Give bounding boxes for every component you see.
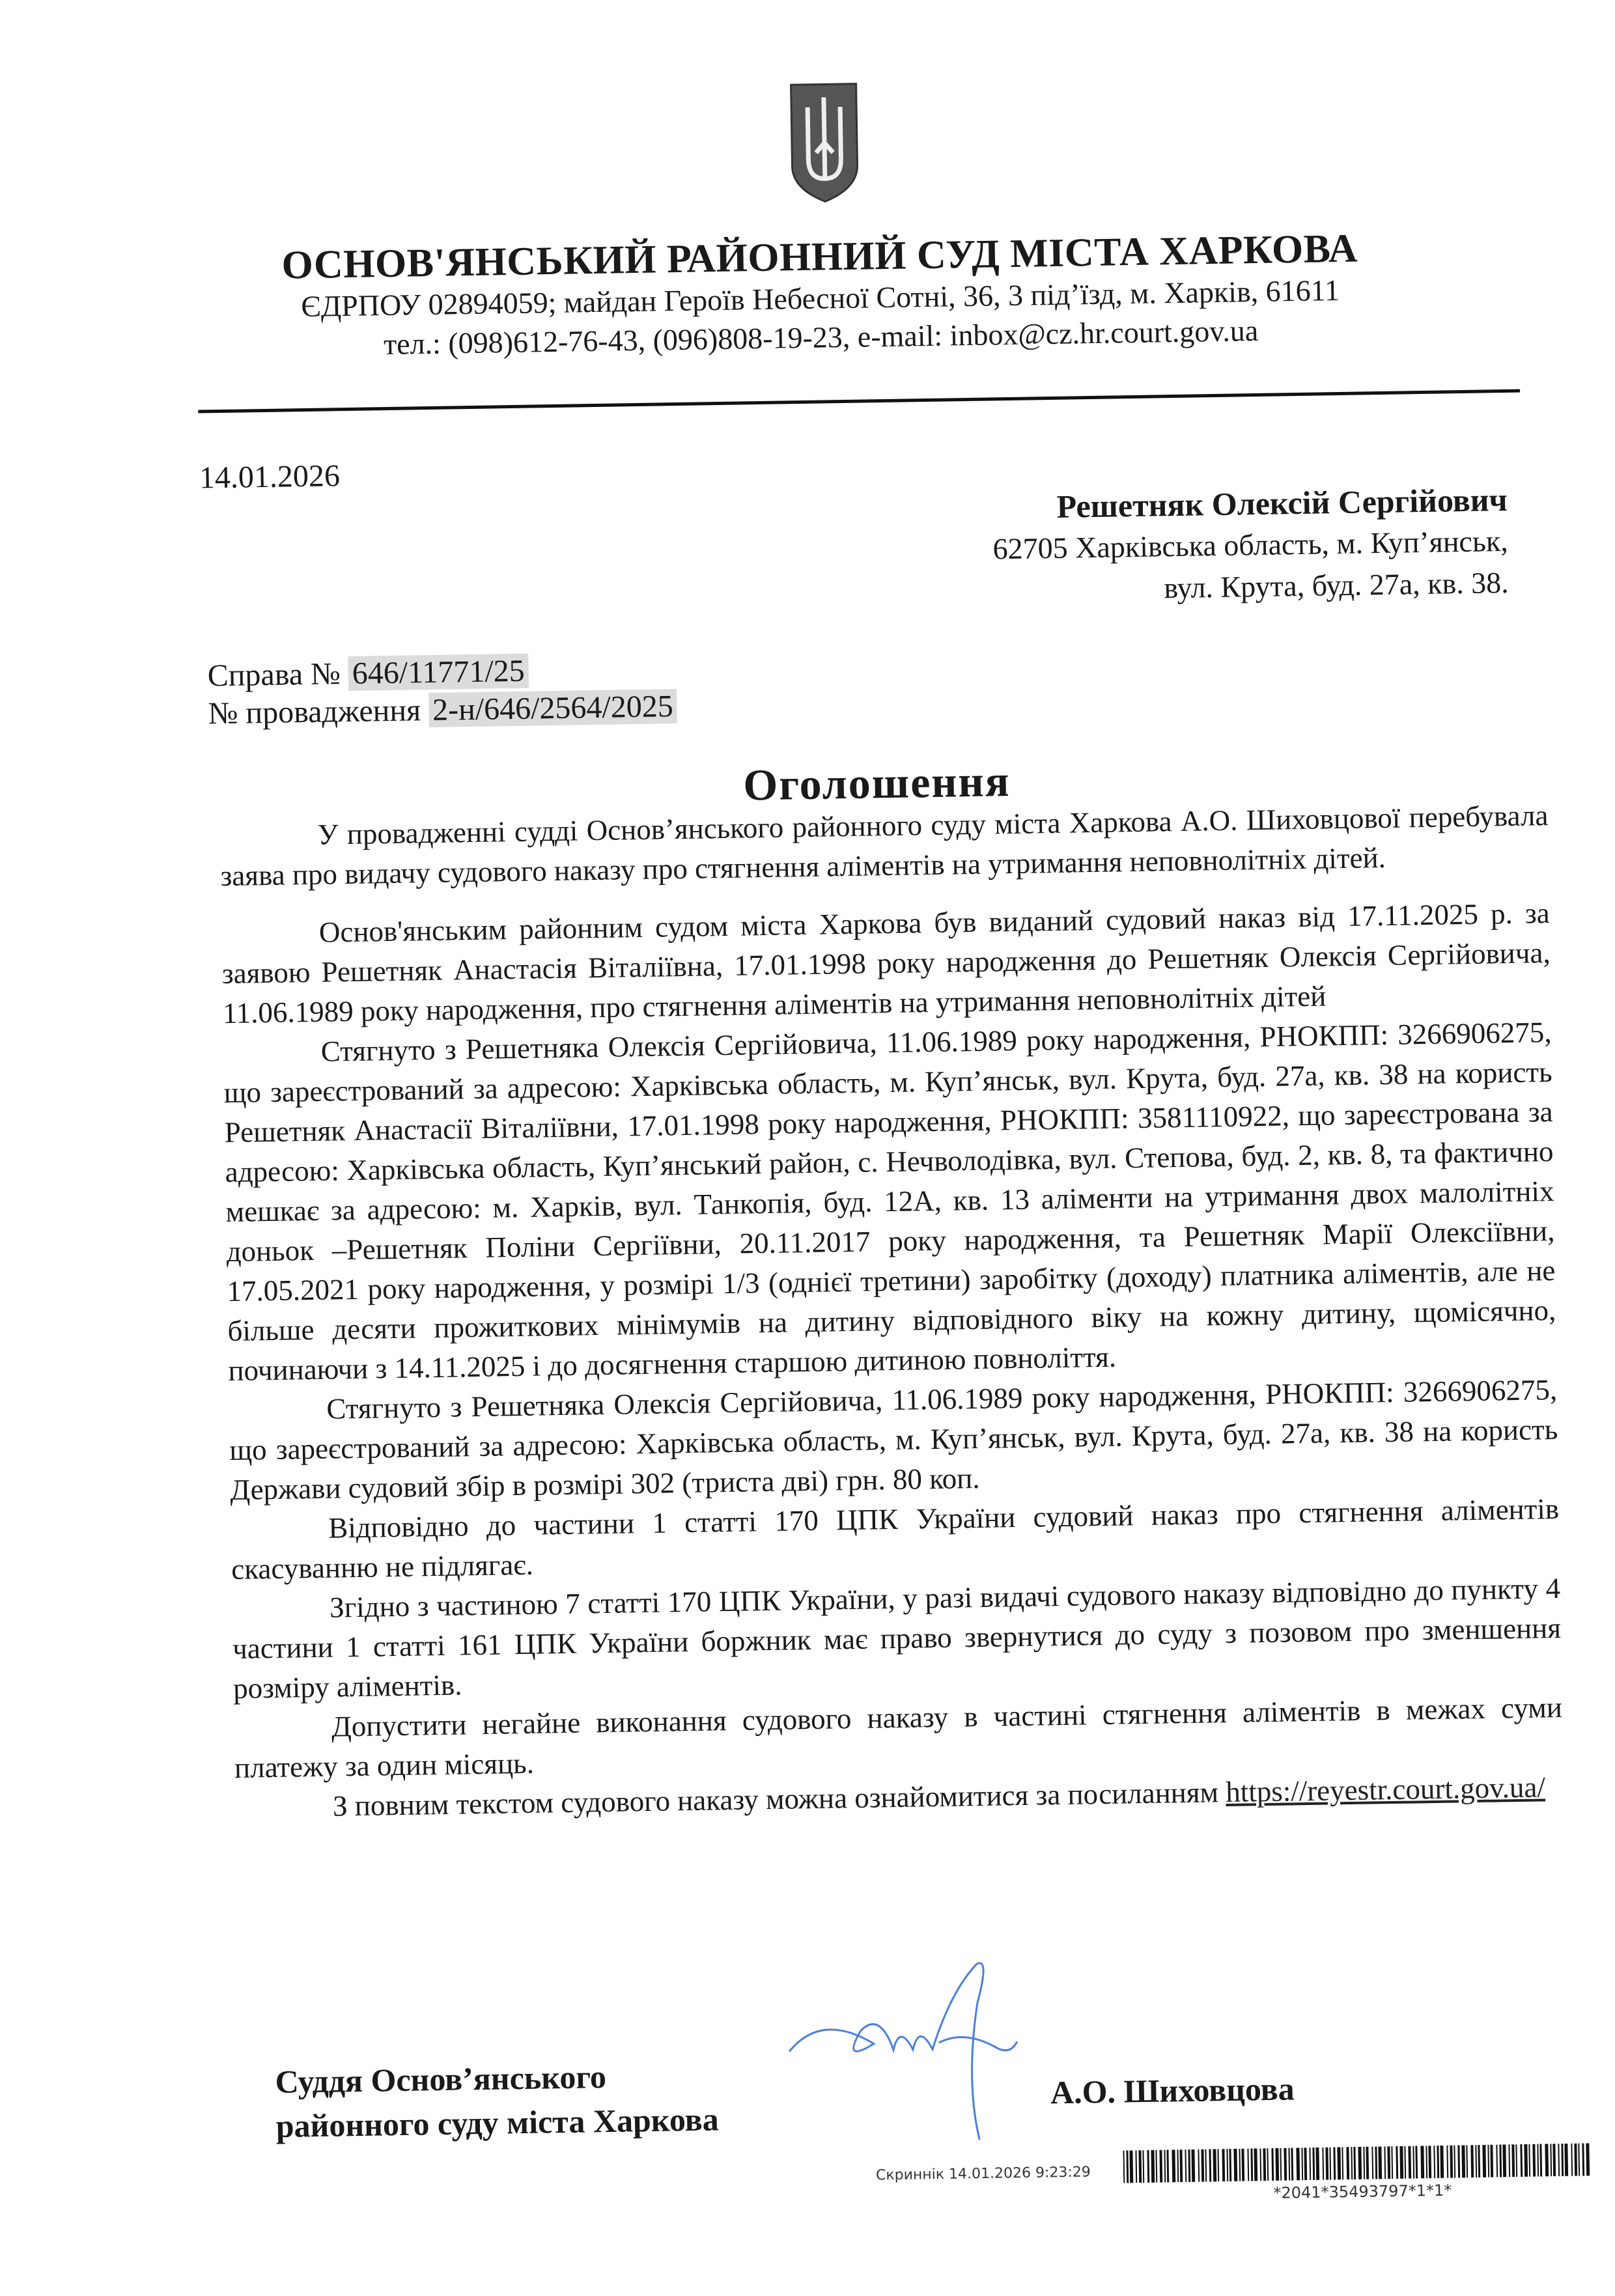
barcode-bar: [1301, 2148, 1303, 2180]
barcode-bar: [1351, 2147, 1353, 2179]
barcode-bar: [1487, 2145, 1489, 2177]
paragraph: Згідно з частиною 7 статті 170 ЦПК України, у разі видачі судового наказу відповідно до пункту 4 частини 1 статті 161 ЦПК України боржник має право звернутися до суду з позовом про зменшення розміру аліментів.: [232, 1571, 1562, 1705]
barcode-bar: [1545, 2144, 1549, 2176]
link-intro: З повним текстом судового наказу можна ознайомитися за посиланням: [332, 1776, 1219, 1823]
barcode-bar: [1552, 2144, 1556, 2176]
barcode-bar: [1329, 2148, 1331, 2180]
barcode-bar: [1172, 2149, 1175, 2182]
barcode-bar: [1502, 2144, 1506, 2177]
barcode-bar: [1177, 2149, 1179, 2182]
scanner-stamp: Скриннік 14.01.2026 9:23:29: [875, 2164, 1091, 2184]
barcode-bar: [1446, 2146, 1448, 2178]
barcode-bar: [1539, 2144, 1542, 2176]
barcode-bar: [1315, 2148, 1319, 2180]
barcode-bar: [1233, 2149, 1237, 2181]
barcode-bar: [1404, 2146, 1406, 2179]
barcode-bar: [1226, 2149, 1228, 2181]
barcode-bar: [1123, 2151, 1125, 2183]
barcode-bar: [1333, 2147, 1336, 2179]
barcode-bar: [1346, 2147, 1349, 2179]
paragraph: Основ'янським районним судом міста Харкова був виданий судовий наказ від 17.11.2025 р. за заявою Решетняк Анастасія Віталіївна, 17.01.1998 року народження до Решетняк Олексія Сергійовича, 11.06.1989 року народження, про стягнення аліментів на утримання неповнолітніх дітей: [221, 897, 1551, 1030]
barcode-bar: [1267, 2148, 1269, 2181]
handwritten-signature: [781, 1950, 1058, 2149]
barcode-bar: [1457, 2145, 1460, 2177]
barcode-bar: [1428, 2146, 1431, 2178]
barcode-bar: [1537, 2144, 1539, 2177]
barcode-bar: [1490, 2145, 1493, 2177]
barcode-bar: [1363, 2147, 1365, 2179]
barcode-bar: [1558, 2144, 1560, 2176]
barcode-bar: [1288, 2148, 1290, 2181]
barcode-bar: [1353, 2147, 1356, 2179]
barcode-bar: [1229, 2149, 1231, 2181]
proceeding-label: № провадження: [208, 693, 421, 731]
barcode-bar: [1391, 2146, 1393, 2179]
barcode-bar: [1209, 2149, 1211, 2181]
barcode-bar: [1524, 2144, 1528, 2177]
barcode-bar: [1129, 2150, 1133, 2183]
barcode-bar: [1437, 2146, 1439, 2178]
barcode-bar: [1280, 2148, 1282, 2181]
barcode-bar: [1366, 2147, 1369, 2179]
barcode-bar: [1263, 2148, 1266, 2181]
court-contacts: тел.: (098)612-76-43, (096)808-19-23, e-mail: inbox@cz.hr.court.gov.ua: [383, 313, 1259, 361]
barcode-bar: [1358, 2147, 1362, 2179]
proceeding-number: 2-н/646/2564/2025: [428, 689, 677, 727]
barcode-bar: [1396, 2146, 1398, 2179]
barcode-bar: [1371, 2147, 1373, 2179]
barcode-number: *2041*35493797*1*1*: [1273, 2181, 1452, 2202]
case-number: 646/11771/25: [348, 654, 529, 691]
announcement-body: [219, 796, 1564, 1828]
barcode-bar: [1564, 2144, 1568, 2176]
barcode-bar: [1511, 2144, 1515, 2177]
barcode-bar: [1415, 2146, 1418, 2178]
barcode-bar: [1217, 2149, 1219, 2181]
barcode-bar: [1241, 2149, 1244, 2181]
barcode-bar: [1508, 2144, 1510, 2177]
barcode-bar: [1138, 2150, 1142, 2183]
barcode-bar: [1532, 2144, 1536, 2177]
barcode-bar: [1325, 2148, 1328, 2180]
barcode-bar: [1250, 2148, 1253, 2181]
judge-title-line-1: Суддя Основ’янського: [275, 2058, 607, 2101]
barcode: [1123, 2143, 1592, 2183]
barcode-bar: [1571, 2144, 1573, 2176]
judge-name: А.О. Шиховцова: [1050, 2070, 1295, 2111]
recipient-address-1: 62705 Харківська область, м. Куп’янськ,: [992, 524, 1509, 566]
barcode-bar: [1159, 2150, 1162, 2183]
barcode-bar: [1478, 2145, 1480, 2177]
recipient-name: Решетняк Олексій Сергійович: [1056, 481, 1508, 525]
barcode-bar: [1271, 2148, 1274, 2181]
barcode-bar: [1461, 2145, 1465, 2177]
barcode-bar: [1470, 2145, 1474, 2177]
barcode-bar: [1450, 2146, 1453, 2178]
barcode-bar: [1322, 2148, 1324, 2180]
paragraph: Стягнуто з Решетняка Олексія Сергійовича, 11.06.1989 року народження, РНОКПП: 3266906275, що зареєстрований за адресою: Харківська область, м. Куп’янськ, вул. Крута, буд. 27а, кв. 38 на користь Держави судовий збір в розмірі 302 (триста дві) грн. 80 коп.: [229, 1373, 1558, 1506]
registry-link[interactable]: https://reyestr.court.gov.ua/: [1225, 1771, 1546, 1809]
barcode-bar: [1454, 2146, 1455, 2178]
barcode-bar: [1574, 2144, 1577, 2176]
barcode-bar: [1337, 2147, 1341, 2179]
barcode-bar: [1142, 2150, 1144, 2183]
barcode-bar: [1466, 2145, 1468, 2177]
barcode-bar: [1309, 2148, 1311, 2180]
barcode-bar: [1247, 2149, 1249, 2181]
recipient-address-2: вул. Крута, буд. 27а, кв. 38.: [1163, 565, 1510, 605]
trident-emblem-icon: [787, 81, 861, 206]
barcode-bar: [1155, 2150, 1157, 2183]
barcode-bar: [1520, 2144, 1523, 2177]
barcode-bar: [1420, 2146, 1424, 2178]
barcode-bar: [1528, 2144, 1530, 2177]
barcode-bar: [1259, 2148, 1261, 2181]
barcode-bar: [1304, 2148, 1307, 2180]
announcement-title: Оголошення: [742, 756, 1011, 810]
barcode-bar: [1387, 2146, 1390, 2179]
barcode-bar: [1412, 2146, 1414, 2179]
barcode-bar: [1166, 2149, 1169, 2182]
court-name: ОСНОВ'ЯНСЬКИЙ РАЙОННИЙ СУД МІСТА ХАРКОВА: [281, 226, 1358, 288]
barcode-bar: [1205, 2149, 1207, 2182]
barcode-bar: [1254, 2148, 1257, 2181]
barcode-bar: [1185, 2149, 1187, 2182]
barcode-bar: [1375, 2146, 1377, 2179]
barcode-bar: [1440, 2146, 1444, 2178]
recipient-block: [992, 479, 1509, 611]
paragraph: Допустити негайне виконання судового наказу в частині стягнення аліментів в межах суми платежу за один місяць.: [234, 1690, 1563, 1784]
barcode-bar: [1312, 2148, 1315, 2180]
judge-title-line-2: районного суду міста Харкова: [275, 2101, 720, 2145]
barcode-bar: [1408, 2146, 1411, 2179]
case-info: [207, 650, 677, 733]
barcode-bar: [1275, 2148, 1279, 2181]
barcode-bar: [1201, 2149, 1204, 2182]
barcode-bar: [1550, 2144, 1552, 2176]
barcode-bar: [1147, 2150, 1149, 2183]
barcode-bar: [1198, 2149, 1200, 2182]
barcode-bar: [1179, 2149, 1183, 2182]
barcode-bar: [1191, 2149, 1195, 2182]
barcode-bar: [1341, 2147, 1343, 2179]
barcode-bar: [1482, 2145, 1486, 2177]
barcode-bar: [1284, 2148, 1287, 2181]
barcode-bar: [1188, 2149, 1190, 2182]
barcode-bar: [1296, 2148, 1300, 2180]
barcode-bar: [1515, 2144, 1517, 2177]
paragraph: У провадженні судді Основ’янського районного суду міста Харкова А.О. Шиховцової перебувала заява про видачу судового наказу про стягнення аліментів на утримання неповнолітніх дітей.: [220, 799, 1549, 893]
case-label: Справа №: [207, 656, 341, 693]
barcode-bar: [1433, 2146, 1435, 2178]
barcode-bar: [1582, 2143, 1584, 2176]
barcode-bar: [1578, 2144, 1580, 2176]
barcode-bar: [1164, 2150, 1166, 2183]
barcode-bar: [1496, 2145, 1498, 2177]
barcode-bar: [1239, 2149, 1241, 2181]
barcode-bar: [1499, 2144, 1502, 2177]
barcode-bar: [1291, 2148, 1293, 2180]
paragraph: Відповідно до частини 1 статті 170 ЦПК України судовий наказ про стягнення аліментів скасуванню не підлягає.: [231, 1492, 1560, 1586]
barcode-bar: [1399, 2146, 1403, 2179]
paragraph: Стягнуто з Решетняка Олексія Сергійовича, 11.06.1989 року народження, РНОКПП: 3266906275, що зареєстрований за адресою: Харківська область, м. Куп’янськ, вул. Крута, буд. 27а, кв. 38 на користь Решетняк Анастасії Віталіївни, 17.01.1998 року народження, РНОКПП: 3581110922, що зареєстрована за адресою: Харківська область, Куп’янський район, с. Нечволодівка, вул. Степова, буд. 2, кв. 8, та фактично мешкає за адресою: м. Харків, вул. Танкопія, буд. 12А, кв. 13 аліменти на утримання двох малолітніх доньок –Решетняк Поліни Сергіївни, 20.11.2017 року народження, та Решетняк Марії Олексіївни, 17.05.2021 року народження, у розмірі 1/3 (однієї третини) заробітку (доходу) платника аліментів, але не більше десяти прожиткових мінімумів на дитину відповідного віку на кожну дитину, щомісячно, починаючи з 14.11.2025 і до досягнення старшою дитиною повноліття.: [223, 1016, 1556, 1388]
barcode-bar: [1135, 2150, 1137, 2183]
barcode-bar: [1561, 2144, 1564, 2176]
barcode-bar: [1213, 2149, 1216, 2181]
barcode-bar: [1586, 2143, 1590, 2176]
barcode-bar: [1384, 2146, 1386, 2179]
barcode-bar: [1425, 2146, 1427, 2178]
barcode-bar: [1126, 2150, 1129, 2183]
barcode-bar: [1222, 2149, 1225, 2181]
barcode-bar: [1378, 2146, 1382, 2179]
barcode-bar: [1475, 2145, 1477, 2177]
judge-title: [275, 2052, 719, 2148]
document-date: 14.01.2026: [199, 458, 341, 496]
barcode-bar: [1151, 2150, 1155, 2183]
court-address: ЄДРПОУ 02894059; майдан Героїв Небесної Сотні, 36, 3 під’їзд, м. Харків, 61611: [301, 273, 1340, 324]
header-divider: [198, 389, 1520, 413]
